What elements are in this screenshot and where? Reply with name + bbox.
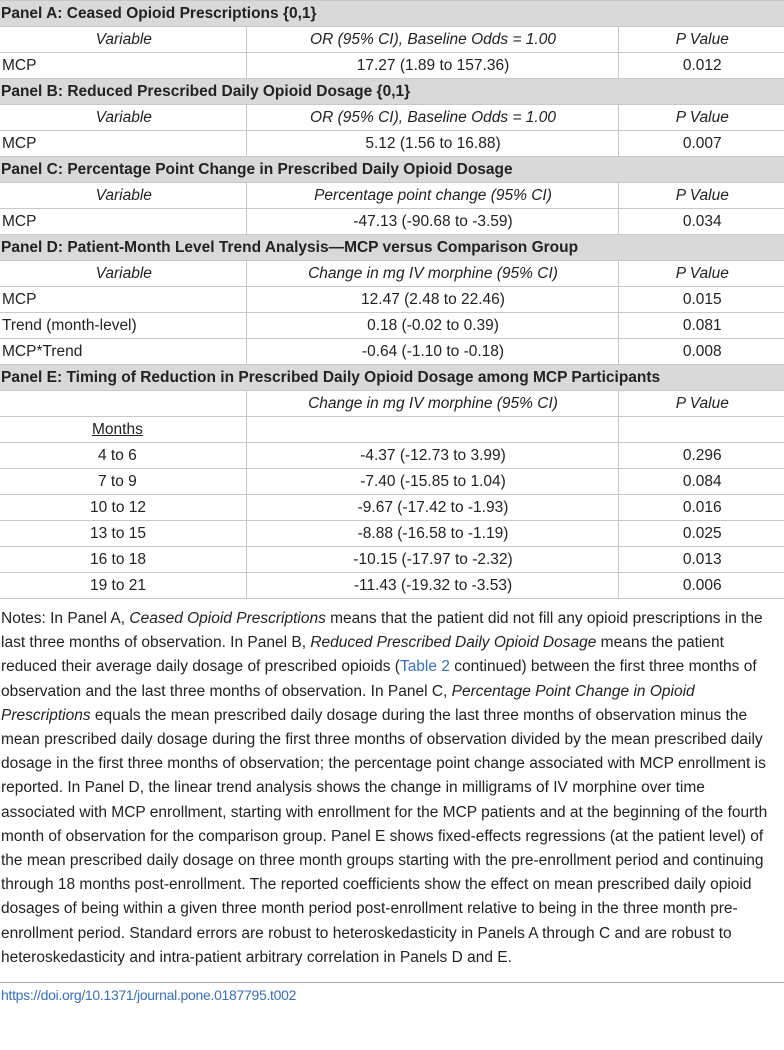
table-row	[0, 495, 784, 521]
header-estimate: Change in mg IV morphine (95% CI)	[246, 391, 618, 417]
p-value-cell: 0.012	[618, 53, 784, 79]
header-blank	[0, 391, 246, 417]
p-value-cell: 0.034	[618, 209, 784, 235]
months-cell: 10 to 12	[0, 495, 246, 521]
p-value-cell: 0.025	[618, 521, 784, 547]
header-p-value: P Value	[618, 27, 784, 53]
header-p-value: P Value	[618, 183, 784, 209]
panel-d	[0, 235, 784, 365]
months-cell: 13 to 15	[0, 521, 246, 547]
table-row	[0, 313, 784, 339]
notes-term: Ceased Opioid Prescriptions	[129, 610, 326, 627]
notes-text: continued) between the first three months of observation and the last three months of observation. In Panel C,	[1, 658, 757, 700]
months-cell: 4 to 6	[0, 443, 246, 469]
table-row	[0, 209, 784, 235]
p-value-cell: 0.006	[618, 573, 784, 599]
panel-d-title: Panel D: Patient-Month Level Trend Analysis—MCP versus Comparison Group	[0, 235, 784, 261]
p-value-cell: 0.084	[618, 469, 784, 495]
panel-b-title: Panel B: Reduced Prescribed Daily Opioid Dosage {0,1}	[0, 79, 784, 105]
estimate-cell: 12.47 (2.48 to 22.46)	[246, 287, 618, 313]
doi-link[interactable]: https://doi.org/10.1371/journal.pone.0187795.t002	[1, 987, 297, 1004]
estimate-cell: -8.88 (-16.58 to -1.19)	[246, 521, 618, 547]
empty-cell	[618, 417, 784, 443]
table-row	[0, 53, 784, 79]
empty-cell	[246, 417, 618, 443]
variable-cell: MCP	[0, 131, 246, 157]
months-label: Months	[92, 421, 143, 438]
panel-c-title: Panel C: Percentage Point Change in Prescribed Daily Opioid Dosage	[0, 157, 784, 183]
header-p-value: P Value	[618, 391, 784, 417]
variable-cell: Trend (month-level)	[0, 313, 246, 339]
panel-a-title: Panel A: Ceased Opioid Prescriptions {0,1}	[0, 1, 784, 27]
estimate-cell: -7.40 (-15.85 to 1.04)	[246, 469, 618, 495]
estimate-cell: 0.18 (-0.02 to 0.39)	[246, 313, 618, 339]
table-row	[0, 469, 784, 495]
header-estimate: OR (95% CI), Baseline Odds = 1.00	[246, 27, 618, 53]
p-value-cell: 0.008	[618, 339, 784, 365]
notes-term: Reduced Prescribed Daily Opioid Dosage	[310, 634, 597, 652]
table-2-link[interactable]: Table 2	[399, 658, 450, 676]
estimate-cell: -9.67 (-17.42 to -1.93)	[246, 495, 618, 521]
p-value-cell: 0.015	[618, 287, 784, 313]
estimate-cell: 17.27 (1.89 to 157.36)	[246, 53, 618, 79]
estimate-cell: -4.37 (-12.73 to 3.99)	[246, 443, 618, 469]
table-row	[0, 443, 784, 469]
estimate-cell: 5.12 (1.56 to 16.88)	[246, 131, 618, 157]
panel-a	[0, 1, 784, 79]
header-variable: Variable	[0, 105, 246, 131]
header-variable: Variable	[0, 27, 246, 53]
panel-b	[0, 79, 784, 157]
estimate-cell: -10.15 (-17.97 to -2.32)	[246, 547, 618, 573]
p-value-cell: 0.013	[618, 547, 784, 573]
table-row	[0, 547, 784, 573]
estimate-cell: -11.43 (-19.32 to -3.53)	[246, 573, 618, 599]
months-header-row	[0, 417, 784, 443]
header-p-value: P Value	[618, 261, 784, 287]
variable-cell: MCP	[0, 209, 246, 235]
table-row	[0, 573, 784, 599]
notes-text: equals the mean prescribed daily dosage during the last three months of observation minus the mean prescribed daily dosage during the first three months of observation divided by the mean prescribed daily dosage in the first three months of observation; the percentage point change associated with MCP enrollment is reported. In Panel D, the linear trend analysis shows the change in milligrams of IV morphine over time associated with MCP enrollment, starting with enrollment for the MCP patients and at the beginning of the fourth month of observation for the comparison group. Panel E shows fixed-effects regressions (at the patient level) of the mean prescribed daily dosage on three month groups starting with the pre-enrollment period and continuing through 18 months post-enrollment. The reported coefficients show the effect on mean prescribed daily opioid dosages of being within a given three month period post-enrollment relative to being in the three month pre-enrollment period. Standard errors are robust to heteroskedasticity in Panels A through C and are robust to heteroskedasticity and intra-patient arbitrary correlation in Panels D and E.	[1, 706, 768, 966]
variable-cell: MCP*Trend	[0, 339, 246, 365]
notes-term: Percentage Point Change in Opioid Prescriptions	[1, 682, 695, 724]
p-value-cell: 0.296	[618, 443, 784, 469]
notes-text: means that the patient did not fill any opioid prescriptions in the last three months of observation. In Panel B,	[1, 610, 763, 652]
months-cell: 19 to 21	[0, 573, 246, 599]
variable-cell: MCP	[0, 53, 246, 79]
table-row	[0, 131, 784, 157]
p-value-cell: 0.007	[618, 131, 784, 157]
panel-e-title: Panel E: Timing of Reduction in Prescribed Daily Opioid Dosage among MCP Participants	[0, 365, 784, 391]
variable-cell: MCP	[0, 287, 246, 313]
months-cell: 16 to 18	[0, 547, 246, 573]
notes-text: Notes: In Panel A,	[1, 610, 130, 627]
header-variable: Variable	[0, 261, 246, 287]
table-row	[0, 339, 784, 365]
panel-c	[0, 157, 784, 235]
p-value-cell: 0.081	[618, 313, 784, 339]
estimate-cell: -0.64 (-1.10 to -0.18)	[246, 339, 618, 365]
table-row	[0, 521, 784, 547]
table-notes	[0, 599, 784, 970]
notes-text: means the patient reduced their average daily dosage of prescribed opioids (	[1, 634, 724, 676]
p-value-cell: 0.016	[618, 495, 784, 521]
panel-e	[0, 365, 784, 599]
table-row	[0, 287, 784, 313]
estimate-cell: -47.13 (-90.68 to -3.59)	[246, 209, 618, 235]
months-cell: 7 to 9	[0, 469, 246, 495]
header-estimate: Change in mg IV morphine (95% CI)	[246, 261, 618, 287]
header-p-value: P Value	[618, 105, 784, 131]
header-estimate: Percentage point change (95% CI)	[246, 183, 618, 209]
header-estimate: OR (95% CI), Baseline Odds = 1.00	[246, 105, 618, 131]
header-variable: Variable	[0, 183, 246, 209]
